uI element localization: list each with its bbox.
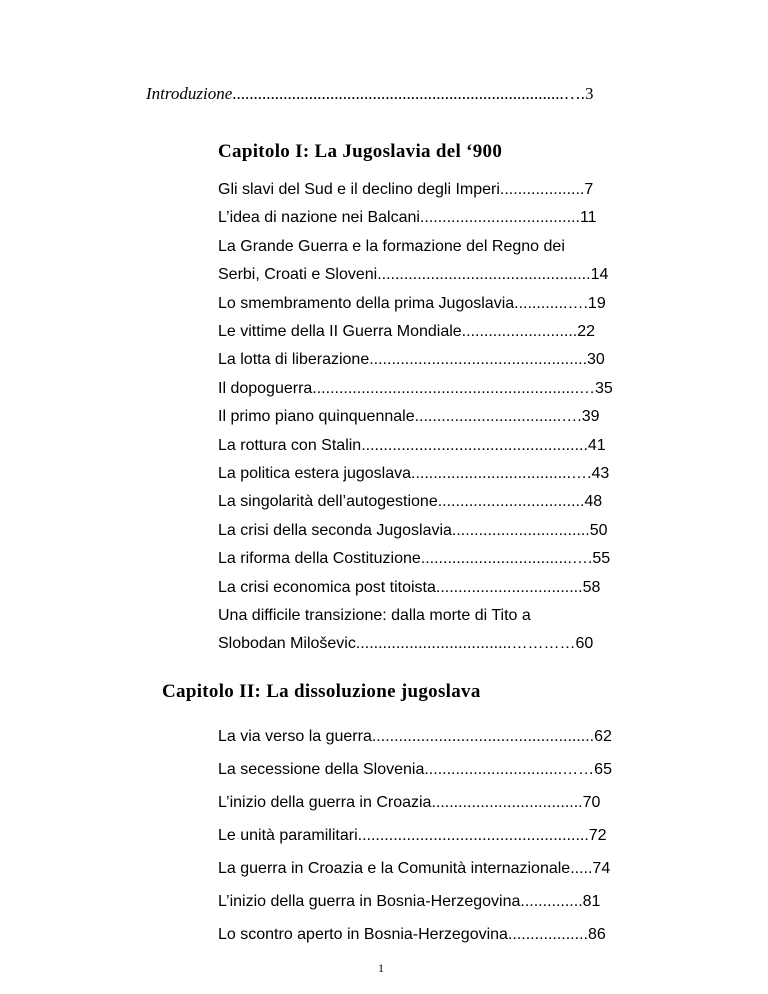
toc-entry: La crisi economica post titoista.................................58	[218, 578, 601, 596]
toc-entry: Le unità paramilitari....................................................72	[218, 827, 607, 844]
toc-entry: Il dopoguerra............................................................…35	[218, 379, 613, 397]
toc-entry: Gli slavi del Sud e il declino degli Imperi...................7	[218, 181, 594, 198]
toc-entry: Slobodan Miloševic...................................…………60	[218, 635, 594, 653]
introduction-title: Introduzione	[146, 84, 233, 103]
toc-entry: La secessione della Slovenia...............................……65	[218, 761, 612, 778]
toc-entry: L’idea di nazione nei Balcani....................................11	[218, 209, 597, 227]
toc-entry: La riforma della Costituzione..................................….55	[218, 550, 611, 568]
toc-entry: L’inizio della guerra in Croazia..................................70	[218, 794, 601, 811]
toc-entry: Le vittime della II Guerra Mondiale..........................22	[218, 323, 596, 340]
toc-entry: La singolarità dell’autogestione.................................48	[218, 493, 603, 511]
toc-entry: La guerra in Croazia e la Comunità internazionale.....74	[218, 860, 611, 877]
toc-entry: La rottura con Stalin...................................................41	[218, 436, 606, 454]
toc-introduction	[146, 84, 594, 104]
toc-entry: Lo smembramento della prima Jugoslavia............….19	[218, 294, 606, 312]
toc-entry: Una difficile transizione: dalla morte di Tito a	[218, 607, 531, 624]
toc-entry: La crisi della seconda Jugoslavia...............................50	[218, 521, 608, 539]
toc-entry: L’inizio della guerra in Bosnia-Herzegovina..............81	[218, 893, 601, 910]
chapter-2-heading: Capitolo II: La dissoluzione jugoslava	[162, 681, 481, 702]
chapter-1-heading: Capitolo I: La Jugoslavia del ‘900	[218, 141, 503, 162]
toc-entry: Serbi, Croati e Sloveni................................................14	[218, 266, 609, 284]
toc-entry: Il primo piano quinquennale.................................….39	[218, 408, 600, 426]
toc-entry: La Grande Guerra e la formazione del Regno dei	[218, 237, 565, 255]
introduction-leader: ..............................................................................….3	[232, 84, 594, 103]
toc-entry: Lo scontro aperto in Bosnia-Herzegovina..................86	[218, 926, 606, 943]
toc-entry: La lotta di liberazione.................................................30	[218, 351, 605, 369]
toc-entry: La via verso la guerra..................................................62	[218, 728, 612, 745]
page-number: 1	[378, 961, 384, 975]
toc-entry: La politica estera jugoslava....................................….43	[218, 465, 610, 482]
